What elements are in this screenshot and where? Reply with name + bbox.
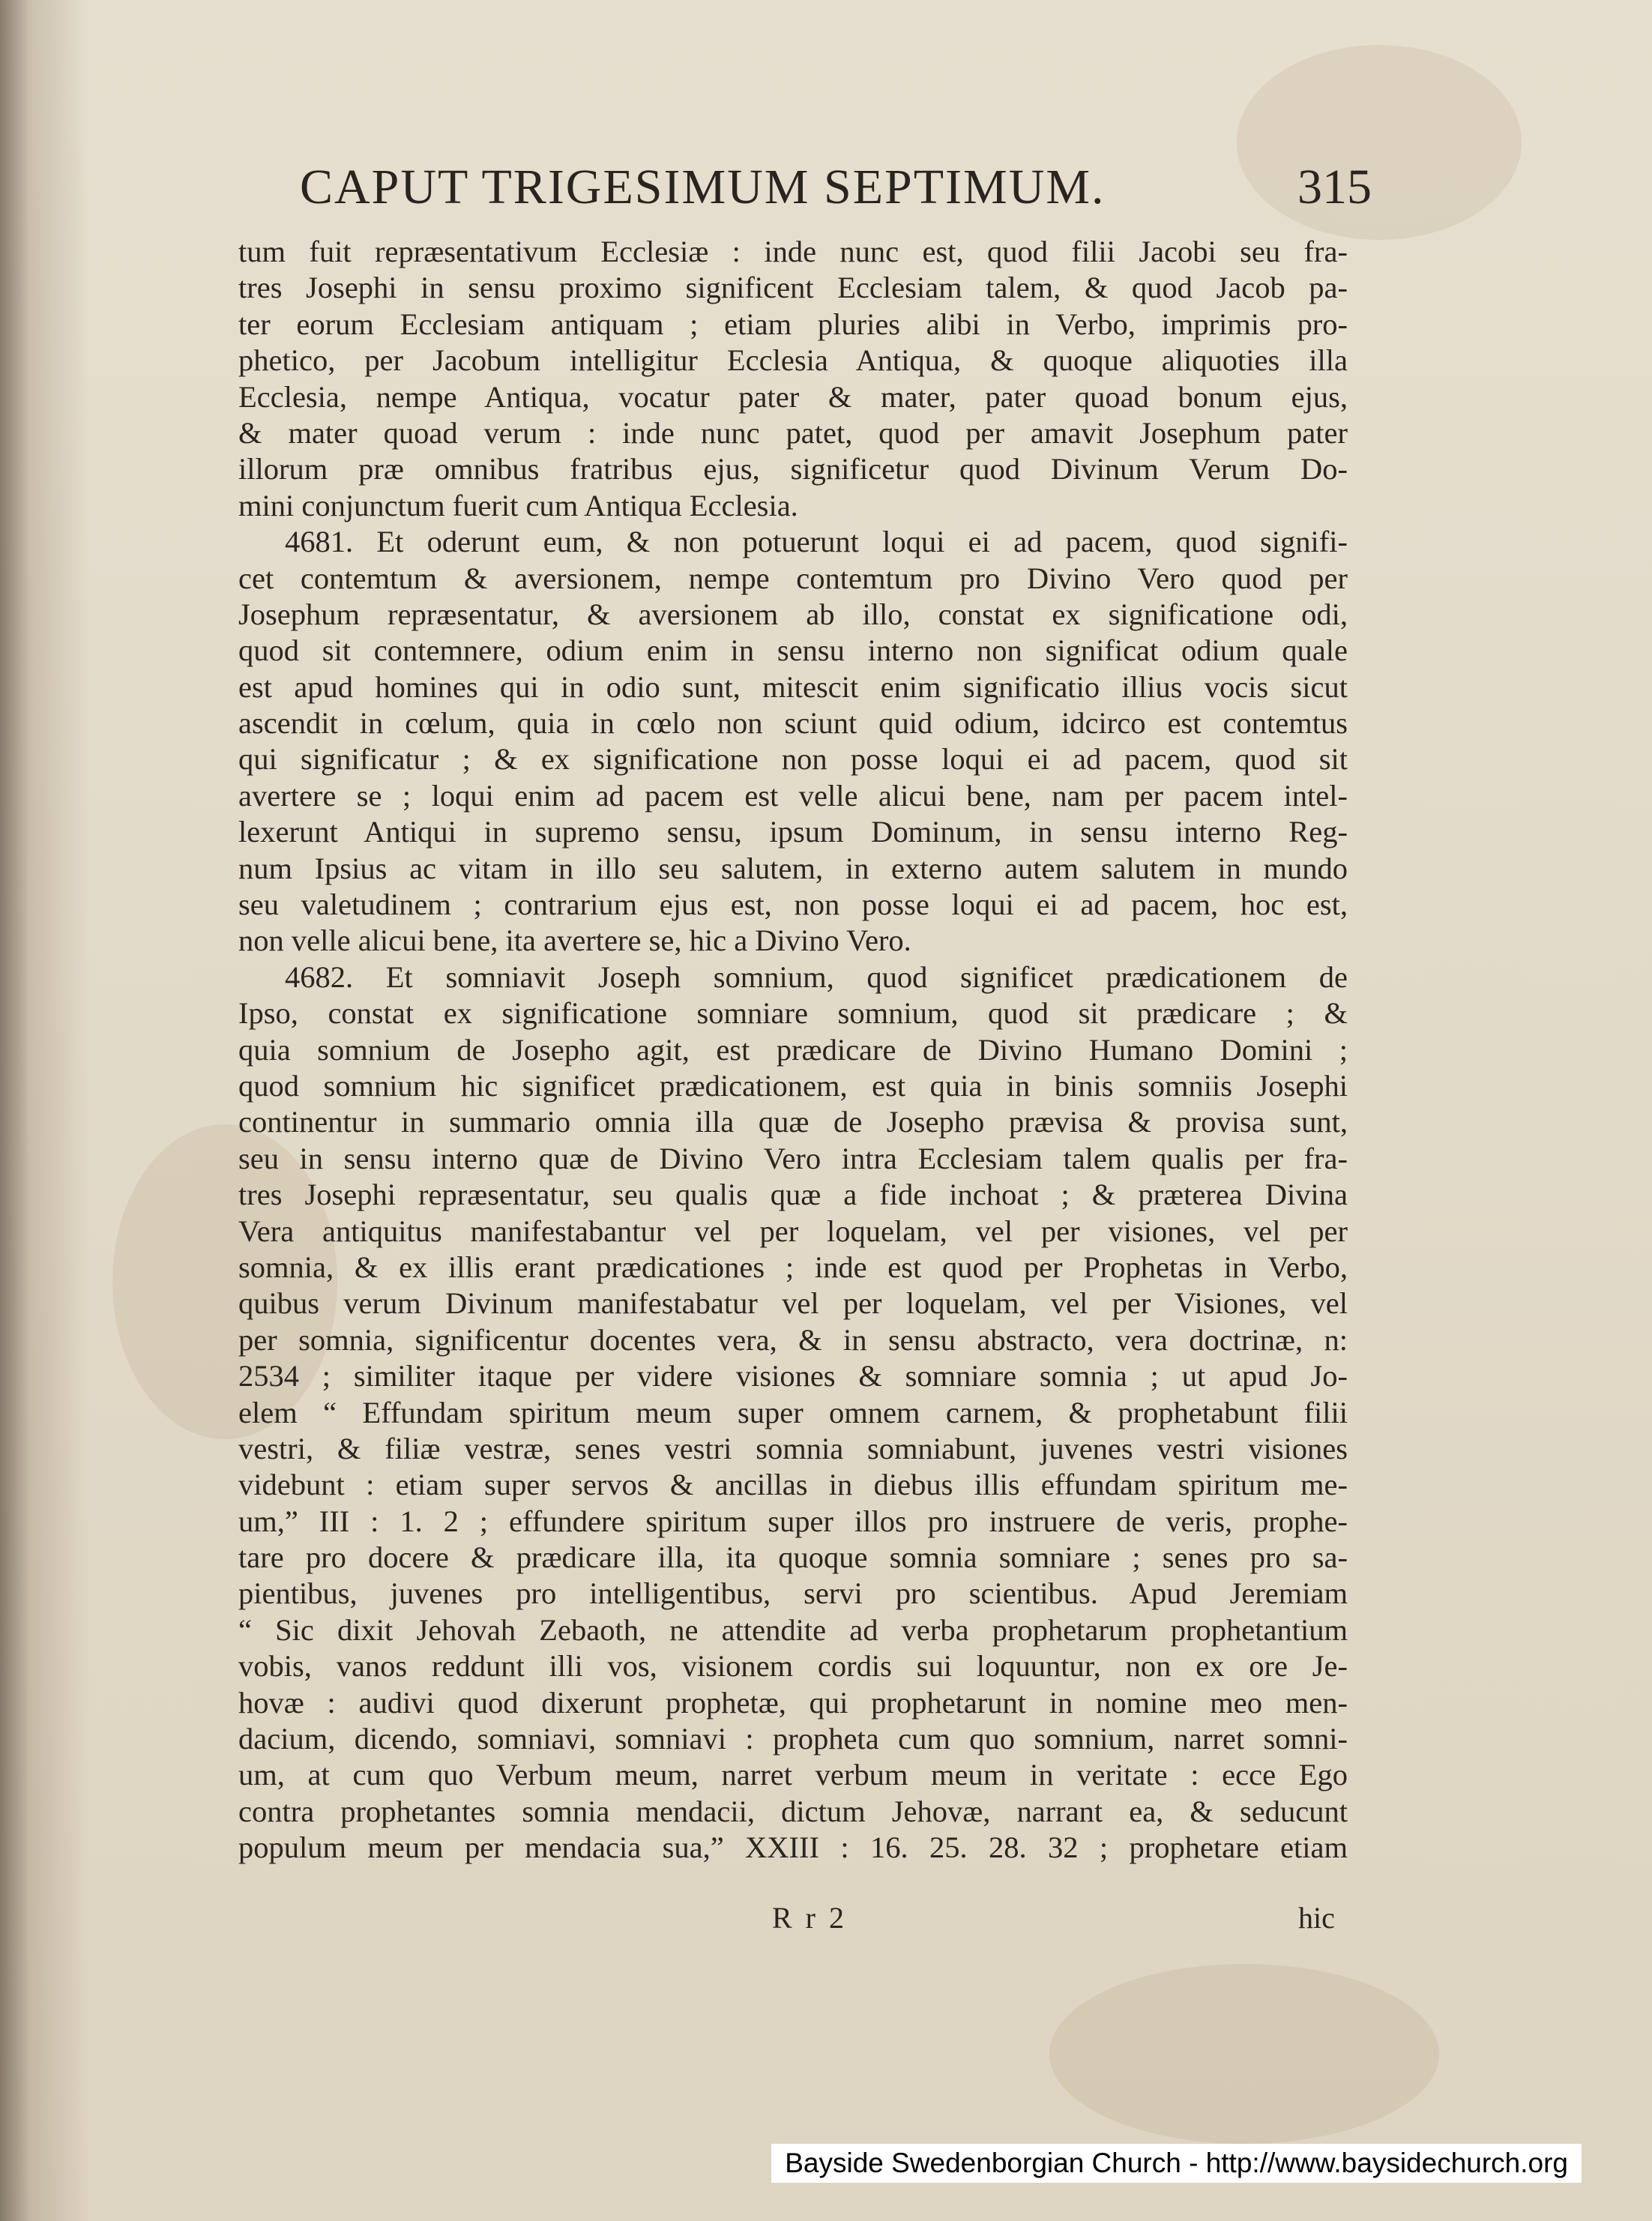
text-line: est apud homines qui in odio sunt, mitescit enim significatio illius vocis sicut [238, 669, 1348, 704]
text-line: vobis, vanos reddunt illi vos, visionem cordis sui loquuntur, non ex ore Je- [238, 1649, 1348, 1684]
text-line: continentur in summario omnia illa quæ de Josepho prævisa & provisa sunt, [238, 1105, 1348, 1139]
text-line: tres Josephi repræsentatur, seu qualis quæ a fide inchoat ; & præterea Divina [238, 1178, 1348, 1212]
text-line: per somnia, significentur docentes vera, & in sensu abstracto, vera doctrinæ, n: [238, 1322, 1348, 1357]
catchword: hic [1298, 1901, 1335, 1935]
text-line: hovæ : audivi quod dixerunt prophetæ, qui prophetarunt in nomine meo men- [238, 1685, 1348, 1720]
text-line: mini conjunctum fuerit cum Antiqua Ecclesia. [238, 488, 798, 522]
text-line: quia somnium de Josepho agit, est prædicare de Divino Humano Domini ; [238, 1032, 1348, 1067]
text-line: Ipso, constat ex significatione somniare somnium, quod sit prædicare ; & [238, 996, 1348, 1031]
text-line: vestri, & filiæ vestræ, senes vestri somnia somniabunt, juvenes vestri visiones [238, 1431, 1348, 1465]
text-line: Ecclesia, nempe Antiqua, vocatur pater & mater, pater quoad bonum ejus, [238, 379, 1348, 414]
text-line: quod somnium hic significet prædicationem, est quia in binis somniis Josephi [238, 1068, 1348, 1103]
paper-stain [1049, 1964, 1439, 2144]
text-line: cet contemtum & aversionem, nempe contemtum pro Divino Vero quod per [238, 561, 1348, 595]
text-line: & mater quoad verum : inde nunc patet, quod per amavit Josephum pater [238, 415, 1348, 450]
text-line: non velle alicui bene, ita avertere se, hic a Divino Vero. [238, 923, 911, 958]
page-number: 315 [1297, 160, 1372, 214]
text-line: ter eorum Ecclesiam antiquam ; etiam pluries alibi in Verbo, imprimis pro- [238, 307, 1348, 341]
text-line: seu in sensu interno quæ de Divino Vero intra Ecclesiam talem qualis per fra- [238, 1141, 1348, 1175]
text-line: Josephum repræsentatur, & aversionem ab illo, constat ex significatione odi, [238, 597, 1348, 631]
text-line: quibus verum Divinum manifestabatur vel per loquelam, vel per Visiones, vel [238, 1286, 1348, 1321]
body-text [238, 234, 1348, 1866]
text-line: dacium, dicendo, somniavi, somniavi : propheta cum quo somnium, narret somni- [238, 1722, 1348, 1756]
text-line: quod sit contemnere, odium enim in sensu interno non significat odium quale [238, 633, 1348, 668]
paragraph-4681-start: 4681. Et oderunt eum, & non potuerunt loqui ei ad pacem, quod signifi- [285, 525, 1348, 559]
text-line: tare pro docere & prædicare illa, ita quoque somnia somniare ; senes pro sa- [238, 1540, 1348, 1575]
text-line: pientibus, juvenes pro intelligentibus, servi pro scientibus. Apud Jeremiam [238, 1576, 1348, 1611]
text-line: illorum præ omnibus fratribus ejus, significetur quod Divinum Verum Do- [238, 452, 1348, 486]
text-line: ascendit in cœlum, quia in cœlo non sciunt quid odium, idcirco est contemtus [238, 706, 1348, 741]
chapter-title: CAPUT TRIGESIMUM SEPTIMUM. [300, 160, 1106, 214]
text-line: tum fuit repræsentativum Ecclesiæ : inde nunc est, quod filii Jacobi seu fra- [238, 235, 1348, 268]
text-line: num Ipsius ac vitam in illo seu salutem, in externo autem salutem in mundo [238, 851, 1348, 885]
text-line: videbunt : etiam super servos & ancillas in diebus illis effundam spiritum me- [238, 1468, 1348, 1502]
text-line: tres Josephi in sensu proximo significent Ecclesiam talem, & quod Jacob pa- [238, 271, 1348, 305]
text-line: phetico, per Jacobum intelligitur Ecclesia Antiqua, & quoque aliquoties illa [238, 343, 1348, 378]
watermark-link[interactable]: Bayside Swedenborgian Church - http://www.baysidechurch.org [771, 2144, 1582, 2183]
text-line: 2534 ; similiter itaque per videre visiones & somniare somnia ; ut apud Jo- [238, 1359, 1348, 1393]
text-line: lexerunt Antiqui in supremo sensu, ipsum Dominum, in sensu interno Reg- [238, 815, 1348, 849]
text-line: elem “ Effundam spiritum meum super omnem carnem, & prophetabunt filii [238, 1395, 1348, 1429]
signature-mark: R r 2 [772, 1901, 847, 1935]
text-line: um,” III : 1. 2 ; effundere spiritum super illos pro instruere de veris, prophe- [238, 1504, 1348, 1538]
running-head [300, 154, 1372, 221]
text-line: somnia, & ex illis erant prædicationes ; inde est quod per Prophetas in Verbo, [238, 1250, 1348, 1284]
text-line: “ Sic dixit Jehovah Zebaoth, ne attendite ad verba prophetarum prophetantium [238, 1612, 1348, 1647]
text-line: contra prophetantes somnia mendacii, dictum Jehovæ, narrant ea, & seducunt [238, 1794, 1348, 1828]
text-line: qui significatur ; & ex significatione non posse loqui ei ad pacem, quod sit [238, 742, 1348, 777]
text-line: Vera antiquitus manifestabantur vel per loquelam, vel per visiones, vel per [238, 1214, 1348, 1248]
text-line: populum meum per mendacia sua,” XXIII : 16. 25. 28. 32 ; prophetare etiam [238, 1830, 1348, 1865]
text-line: avertere se ; loqui enim ad pacem est velle alicui bene, nam per pacem intel- [238, 778, 1348, 813]
text-line: um, at cum quo Verbum meum, narret verbum meum in veritate : ecce Ego [238, 1758, 1348, 1792]
paragraph-4682-start: 4682. Et somniavit Joseph somnium, quod significet prædicationem de [285, 959, 1348, 994]
text-line: seu valetudinem ; contrarium ejus est, non posse loqui ei ad pacem, hoc est, [238, 888, 1348, 922]
